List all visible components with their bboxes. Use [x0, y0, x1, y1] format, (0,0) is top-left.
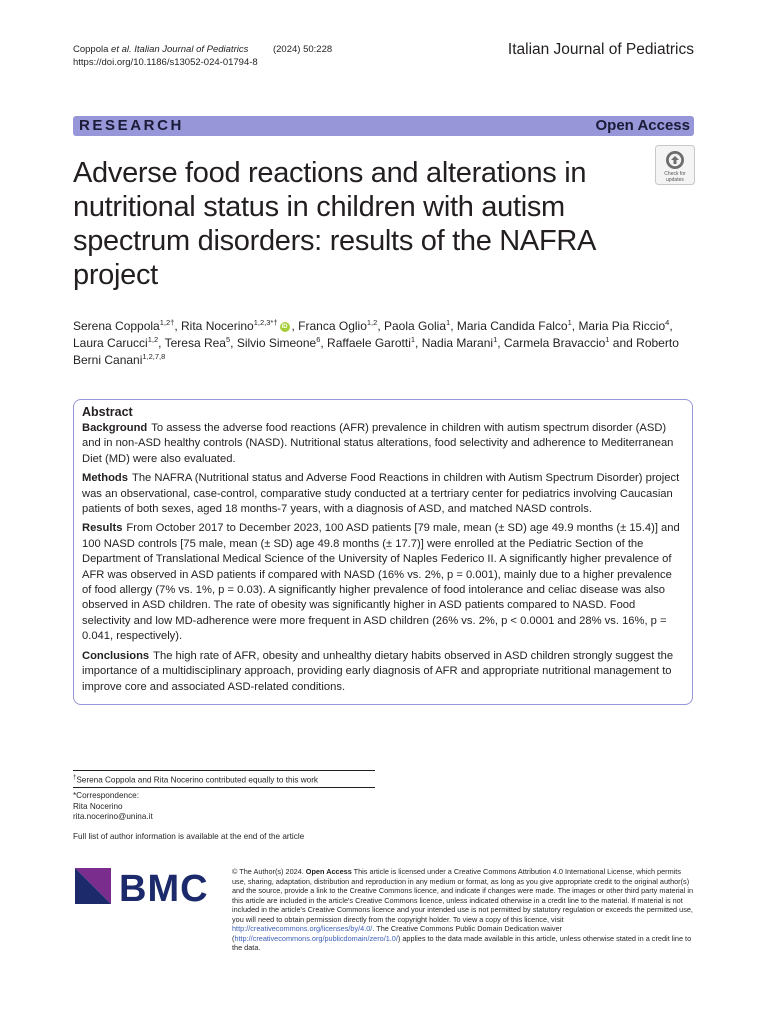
- author-name: Carmela Bravaccio: [503, 336, 606, 350]
- abstract-conclusions: [82, 649, 684, 695]
- author-name: Silvio Simeone: [236, 336, 317, 350]
- correspondence-email[interactable]: rita.nocerino@unina.it: [73, 812, 153, 821]
- citation-authors: Coppola: [73, 44, 112, 55]
- author-affiliation: 1: [605, 335, 610, 344]
- equal-contribution-text: Serena Coppola and Rita Nocerino contributed equally to this work: [76, 775, 319, 785]
- author-item: [457, 319, 572, 333]
- author-name: Laura Carucci: [73, 336, 148, 350]
- author-item: [504, 336, 610, 350]
- author-item: [298, 319, 377, 333]
- author-name: Roberto Berni Canani: [73, 336, 679, 367]
- doi-link[interactable]: https://doi.org/10.1186/s13052-024-01794-8: [73, 57, 258, 68]
- conclusions-label: Conclusions: [82, 649, 150, 662]
- bmc-logo-icon: [73, 862, 217, 910]
- author-name: Nadia Marani: [421, 336, 494, 350]
- footnote-divider-2: [73, 787, 375, 788]
- equal-contribution-mark: †: [73, 775, 77, 781]
- open-access-label: Open Access: [595, 117, 690, 134]
- copyright-text: © The Author(s) 2024.: [232, 867, 304, 876]
- bmc-logo-text: BMC: [119, 868, 209, 910]
- results-text: From October 2017 to December 2023, 100 ASD patients [79 male, mean (± SD) age 49.9 months (± 15.4)] and 100 NASD controls [75 male, mean (± SD) age 49.8 months (± 17.7)] were enrolled at the Pediatric Section of the Department of Translational Medical Science of the University of Naples Federico II. A significantly higher prevalence of AFR was observed in ASD patients if compared with NASD (16% vs. 2%, p = 0.001), mainly due to a higher prevalence of food allergy (7% vs. 1%, p = 0.03). A significantly higher prevalence of food intolerance and celiac disease was also observed in ASD children. The rate of obesity was significantly higher in ASD patients compared to NASD. Food selectivity and low MD-adherence were more frequent in ASD children (26% vs. 2%, p < 0.0001 and 28% vs. 16%, p = 0.041, respectively).: [82, 522, 680, 643]
- author-affiliation: 1,2: [147, 335, 159, 344]
- abstract-methods: [82, 471, 684, 517]
- author-name: Teresa Rea: [164, 336, 226, 350]
- abstract-box: [73, 399, 693, 705]
- author-name: Maria Candida Falco: [456, 319, 568, 333]
- author-affiliation: 4: [665, 318, 670, 327]
- author-name: Serena Coppola: [73, 319, 160, 333]
- author-item: [237, 336, 321, 350]
- author-affiliation: 1: [493, 335, 498, 344]
- methods-text: The NAFRA (Nutritional status and Adverse Food Reactions in children with Autism Spectrum Disorder) project was an observational, case-control, comparative study conducted at a tertriary center for pediatrics involving Caucasian patients of both sexes, aged 18 months-7 years, with a diagnosis of ASD, and matched NASD controls.: [82, 472, 680, 516]
- author-affiliation: 5: [225, 335, 231, 344]
- author-info-note: Full list of author information is available at the end of the article: [73, 832, 305, 841]
- author-affiliation: 1: [410, 335, 416, 344]
- license-block: [232, 867, 696, 953]
- check-for-updates-button[interactable]: [655, 145, 695, 185]
- correspondence-label: *Correspondence:: [73, 791, 139, 800]
- orcid-icon[interactable]: iD: [281, 323, 288, 330]
- author-item: [422, 336, 498, 350]
- correspondence-name: Rita Nocerino: [73, 801, 123, 811]
- cc-by-link[interactable]: http://creativecommons.org/licenses/by/4.0/: [232, 924, 373, 933]
- author-item: [73, 319, 174, 333]
- citation-line: [73, 43, 332, 56]
- author-name: Raffaele Garotti: [327, 336, 411, 350]
- methods-label: Methods: [82, 472, 128, 485]
- footnote-divider: [73, 770, 375, 771]
- abstract-results: [82, 521, 684, 644]
- author-affiliation: 1,2†: [159, 318, 175, 327]
- background-label: Background: [82, 422, 148, 434]
- author-item: [578, 319, 669, 333]
- article-title: Adverse food reactions and alterations in nutritional status in children with autism spectrum disorders: results of the NAFRA project: [73, 157, 595, 291]
- author-name: Franca Oglio: [298, 319, 367, 333]
- check-for-updates-label-2: updates: [666, 177, 684, 183]
- author-affiliation: 1,2,7,8: [142, 352, 166, 361]
- author-item: [327, 336, 415, 350]
- background-text: To assess the adverse food reactions (AFR) prevalence in children with autism spectrum disorder (ASD) and in non-ASD healthy controls (NASD). Nutritional status alterations, food selectivity and adherence to Mediterranean Diet (MD) were also evaluated.: [82, 422, 674, 465]
- author-name: Rita Nocerino: [181, 319, 254, 333]
- author-list: Serena Coppola$^{1,2\dagger}$, Rita Nocerino$^{1,2,3*\dagger}$ iD , Franca Oglio$^{1,2}$, Paola Golia$^1$, Maria Candida Falco$^1$, Maria Pia Riccio$^4$, Laura Carucci$^{1,2}$, Teresa Rea$^5$, Silvio Simeone$^6$, Raffaele Garotti$^1$, Nadia Marani$^1$, Carmela Bravaccio$^1$ and Roberto Berni Canani$^{1,2,7,8}$: [73, 318, 679, 367]
- cc-zero-link[interactable]: http://creativecommons.org/publicdomain/zero/1.0/: [234, 933, 398, 943]
- author-affiliation: 6: [316, 335, 321, 344]
- check-for-updates-icon: [655, 145, 695, 185]
- author-name: Paola Golia: [383, 319, 447, 333]
- journal-name: Italian Journal of Pediatrics: [507, 41, 694, 58]
- section-banner: [73, 116, 694, 136]
- author-item: [384, 319, 450, 333]
- abstract-heading: Abstract: [82, 405, 133, 419]
- check-for-updates-label-1: Check for: [664, 171, 686, 177]
- author-item: [181, 319, 291, 333]
- correspondence-block: [73, 791, 153, 823]
- section-label: RESEARCH: [79, 117, 184, 134]
- author-item: [165, 336, 231, 350]
- author-item: [73, 336, 158, 350]
- equal-contribution-note: [73, 773, 318, 786]
- results-label: Results: [82, 522, 123, 535]
- citation-year: (2024) 50:228: [272, 44, 333, 55]
- license-text-2: . The Creative Commons Public Domain Dedication waiver (: [232, 924, 562, 943]
- abstract-background: [82, 421, 684, 467]
- author-affiliation: 1: [446, 318, 451, 327]
- bmc-logo: [73, 862, 217, 910]
- conclusions-text: The high rate of AFR, obesity and unhealthy dietary habits observed in ASD children strongly suggest the importance of a multidisciplinary approach, providing early diagnosis of AFR and appropriate nutritional management to improve core and associated ASD-related conditions.: [82, 649, 674, 693]
- author-affiliation: 1: [567, 318, 572, 327]
- license-text-1: This article is licensed under a Creative Commons Attribution 4.0 International License, which permits use, sharing, adaptation, distribution and reproduction in any medium or format, as long as you give appropriate credit to the original author(s) and the source, provide a link to the Creative Commons licence, and indicate if changes were made. The images or other third party material in this article are included in the article's Creative Commons licence, unless indicated otherwise in a credit line to the material. If material is not included in the article's Creative Commons licence and your intended use is not permitted by statutory regulation or exceeds the permitted use, you will need to obtain permission directly from the copyright holder. To view a copy of this licence, visit: [232, 867, 694, 924]
- author-affiliation: 1,2,3*†: [253, 318, 278, 327]
- citation-etal: et al.: [111, 44, 132, 55]
- license-open-access-label: Open Access: [305, 867, 352, 876]
- author-name: Maria Pia Riccio: [578, 319, 666, 333]
- author-affiliation: 1,2: [366, 318, 378, 327]
- citation-header: [73, 43, 332, 69]
- license-text-3: ) applies to the data made available in this article, unless otherwise stated in a credit line to the data.: [232, 933, 692, 952]
- citation-journal: Italian Journal of Pediatrics: [134, 44, 249, 55]
